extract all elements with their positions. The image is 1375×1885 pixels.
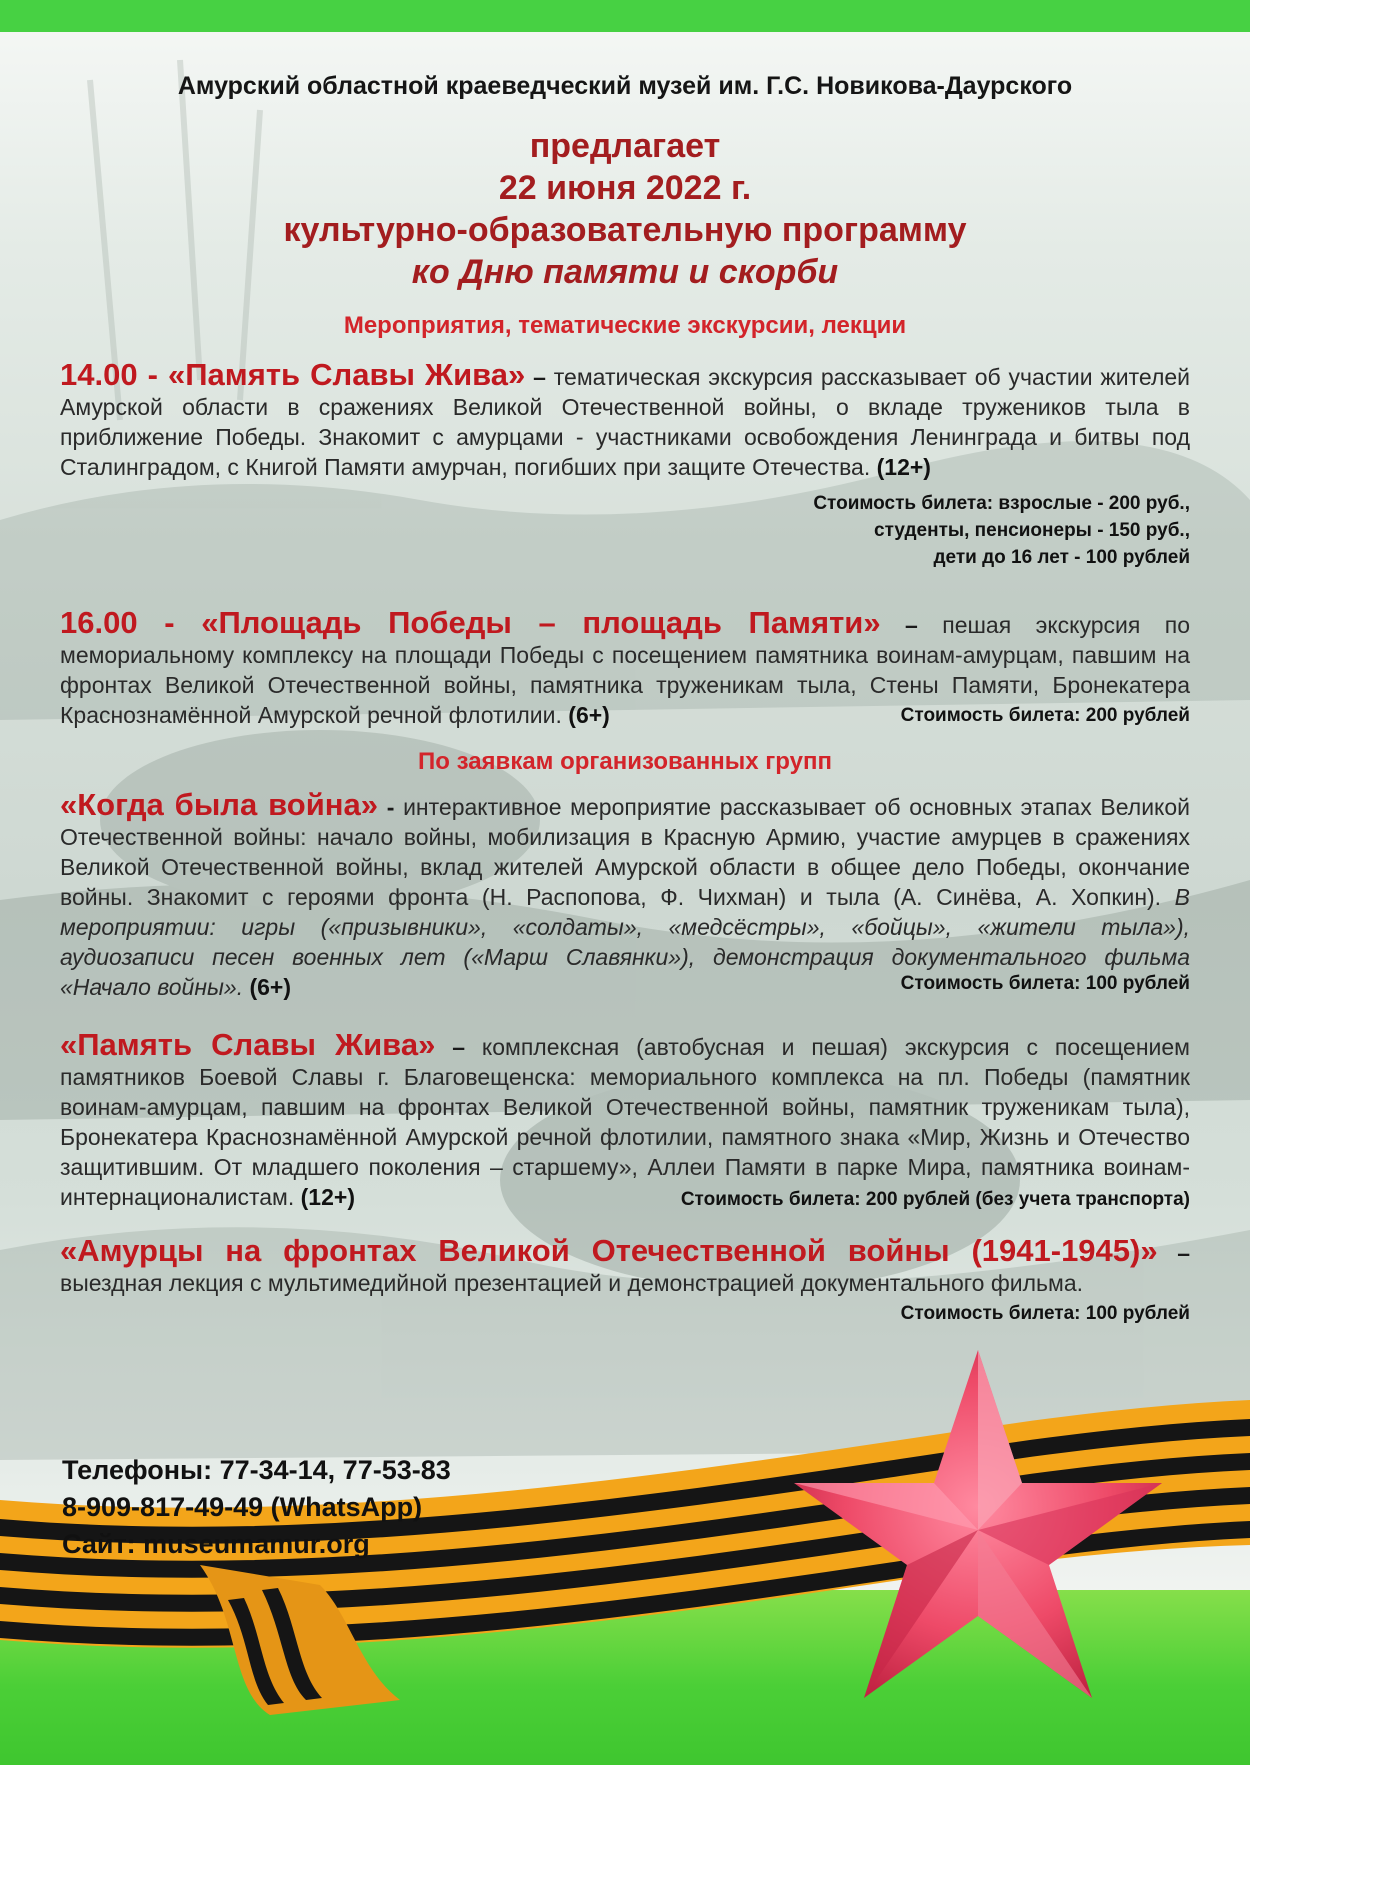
phone-numbers: Телефоны: 77-34-14, 77-53-83 (62, 1455, 451, 1485)
event-description: интерактивное мероприятие рассказывает об основных этапах Великой Отечественной войны: начало войны, мобилизация в Красную Армию, участие амурцев в сражениях Великой Отечественной войны, вклад жителей Амурской области в общее дело Победы, окончание войны. Знакомит с героями фронта (Н. Распопова, Ф. Чихман) и тыла (А. Синёва, А. Хопкин). (60, 794, 1190, 910)
occasion-heading: ко Дню памяти и скорби (411, 253, 839, 291)
age-badge: (6+) (249, 974, 292, 1000)
event-title: «Память Славы Жива» (60, 1027, 436, 1062)
price-line: Стоимость билета: взрослые - 200 руб., (813, 493, 1190, 514)
price-line: дети до 16 лет - 100 рублей (933, 547, 1190, 568)
event-description: тематическая экскурсия рассказывает об участии жителей Амурской области в сражениях Великой Отечественной войны, о вкладе тружеников тыла в приближение Победы. Знакомит с амурцами - участниками освобождения Ленинграда и битвы под Сталинградом, с Книгой Памяти амурчан, погибших при защите Отечества. (60, 364, 1191, 480)
event-lecture (60, 1233, 1190, 1298)
event-activities: В мероприятии: игры («призывники», «солдаты», «медсёстры», «бойцы», «жители тыла»), аудиозаписи песен военных лет («Марш Славянки»), демонстрация документального фильма «Начало войны». (60, 884, 1190, 1000)
event-title: 14.00 - «Память Славы Жива» (60, 357, 526, 392)
event-memory-tour (60, 1027, 1190, 1212)
offer-heading: предлагает (529, 127, 721, 165)
age-badge: (12+) (300, 1184, 355, 1210)
event-when-war-price: Стоимость билета: 100 рублей (900, 973, 1190, 994)
age-badge: (6+) (568, 702, 610, 728)
dash: - (386, 794, 395, 820)
event-description: комплексная (автобусная и пешая) экскурсия с посещением памятников Боевой Славы г. Благовещенска: мемориального комплекса на пл. Победы (памятник воинам-амурцам, павшим на фронтах Великой Отечественной войны, памятник труженикам тыла), Бронекатера Краснознамённой Амурской речной флотилии, памятного знака «Мир, Жизнь и Отечество защитившим. От младшего поколения – старшему», Аллеи Памяти в парке Мира, памятника воинам-интернационалистам. (60, 1034, 1190, 1210)
event-description: пешая экскурсия по мемориальному комплексу на площади Победы с посещением памятника воинам-амурцам, павшим на фронтах Великой Отечественной войны, памятника труженикам тыла, Стены Памяти, Бронекатера Краснознамённой Амурской речной флотилии. (60, 612, 1191, 728)
event-when-war (60, 787, 1190, 1002)
event-description: выездная лекция с мультимедийной презентацией и демонстрацией документального фильма. (60, 1270, 1083, 1296)
section-events-title: Мероприятия, тематические экскурсии, лекции (343, 312, 907, 339)
event-memory-tour-price: Стоимость билета: 200 рублей (без учета транспорта) (680, 1189, 1190, 1210)
website: Сайт: museumamur.org (62, 1529, 370, 1559)
price-line: студенты, пенсионеры - 150 руб., (874, 520, 1190, 541)
program-heading: культурно-образовательную программу (283, 211, 967, 249)
event-lecture-price: Стоимость билета: 100 рублей (900, 1303, 1190, 1324)
museum-name: Амурский областной краеведческий музей им. Г.С. Новикова-Даурского (177, 72, 1073, 100)
event-title: «Амурцы на фронтах Великой Отечественной войны (1941-1945)» (60, 1233, 1158, 1268)
dash: – (533, 364, 546, 390)
event-14-00-price (813, 490, 1190, 571)
age-badge: (12+) (876, 454, 931, 480)
event-14-00 (60, 357, 1191, 482)
dash: – (1177, 1240, 1190, 1266)
event-title: 16.00 - «Площадь Победы – площадь Памяти» (60, 605, 881, 640)
event-title: «Когда была война» (60, 787, 378, 822)
dash: – (452, 1034, 465, 1060)
dash: – (905, 612, 918, 638)
date-heading: 22 июня 2022 г. (498, 169, 752, 207)
section-groups-title: По заявкам организованных групп (418, 748, 832, 775)
whatsapp-number: 8-909-817-49-49 (WhatsApp) (62, 1492, 423, 1522)
event-16-00-price: Стоимость билета: 200 рублей (900, 705, 1190, 726)
contacts (62, 1452, 451, 1563)
